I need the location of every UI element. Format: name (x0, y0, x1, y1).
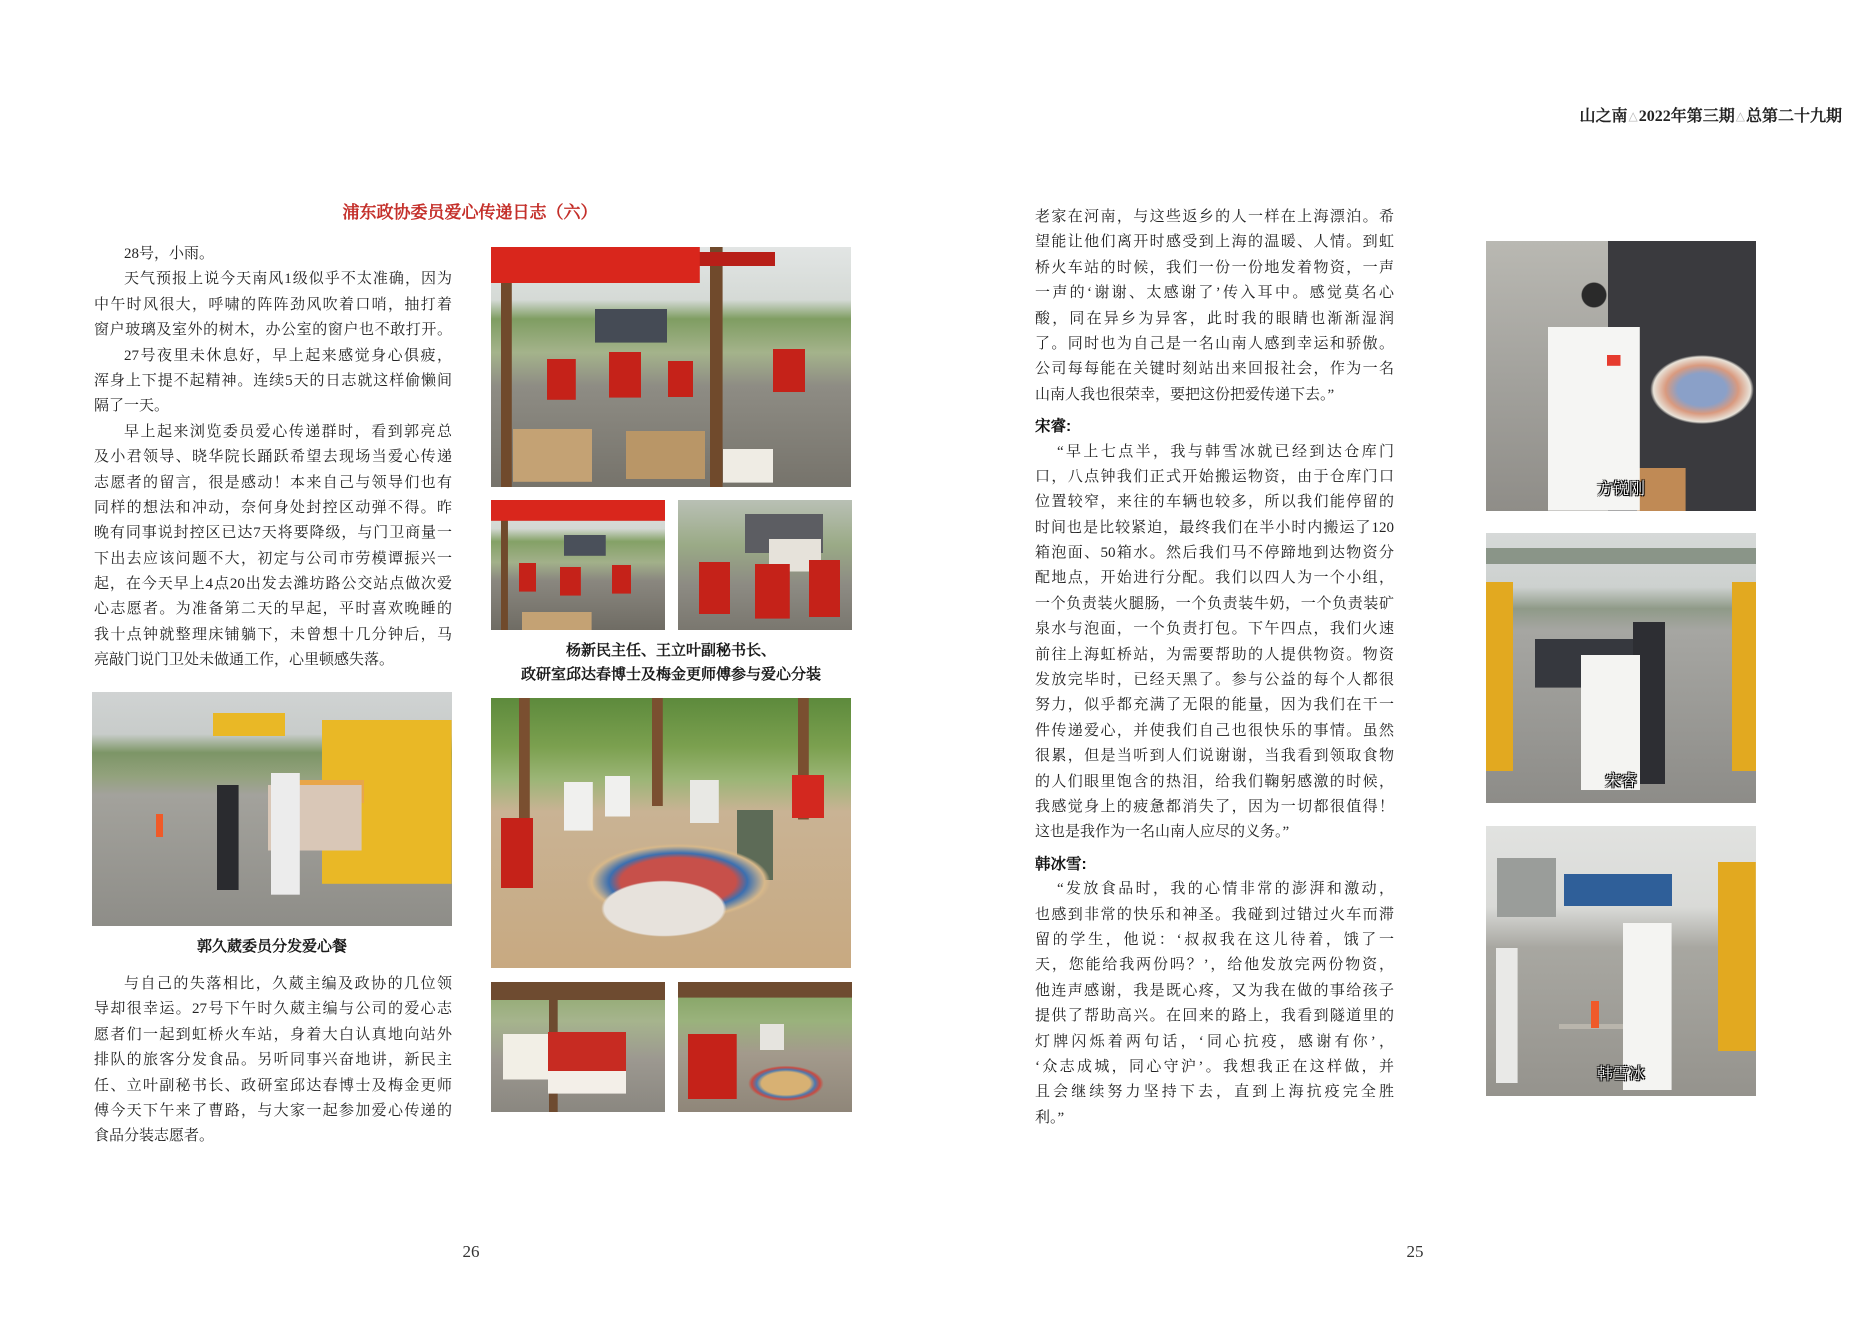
text-line: 28号，小雨。 (124, 246, 215, 262)
text-line: 导却很幸运。27号下午时久葳主编与公司的爱心志 (94, 1001, 452, 1018)
text-line: 也感到非常的快乐和神圣。我碰到过错过火车而滞 (1035, 906, 1394, 923)
total-issue-label: 总第二十九期 (1745, 108, 1842, 125)
text-line: 利。” (1035, 1109, 1065, 1126)
text-line: 公司每每能在关键时刻站出来回报社会，作为一名 (1035, 361, 1394, 378)
issue-label: 2022年第三期 (1638, 108, 1735, 125)
photo-name-label: 方锐刚 (1596, 481, 1645, 498)
text-line: ‘众志成城，同心守沪’。我想我正在这样做，并 (1035, 1058, 1394, 1075)
photo-name-label: 宋睿 (1604, 773, 1637, 790)
text-line: 同样的想法和冲动，奈何身处封控区动弹不得。昨 (94, 499, 452, 516)
text-line: 下出去应该问题不大，初定与公司市劳模谭振兴一 (94, 550, 452, 567)
text-line: 我十点钟就整理床铺躺下，未曾想十几分钟后，马 (94, 626, 452, 643)
text-line: 早上起来浏览委员爱心传递群时，看到郭亮总 (124, 423, 452, 440)
text-line: 食品分装志愿者。 (94, 1128, 215, 1145)
text-line: 位置较窄，来往的车辆也较多，所以我们能停留的 (1035, 494, 1394, 511)
text-line: 这也是我作为一名山南人应尽的义务。” (1035, 824, 1290, 841)
text-line: 亮敲门说门卫处未做通工作，心里顿感失落。 (94, 652, 395, 669)
text-line: 他连声感谢，我是既心疼，又为我在做的事给孩子 (1035, 982, 1394, 999)
caption-line: 政研室邱达春博士及梅金更师傅参与爱心分装 (520, 666, 821, 683)
text-line: 浑身上下提不起精神。连续5天的日志就这样偷懒间 (94, 372, 452, 389)
text-line: 心志愿者。为准备第二天的早起，平时喜欢晚睡的 (94, 601, 452, 618)
photo-volunteers-packing (491, 500, 665, 630)
text-line: 了。同时也为自己是一名山南人感到幸运和骄傲。 (1035, 335, 1394, 352)
left-column-text (94, 242, 452, 674)
photo-volunteers-at-van (678, 500, 852, 630)
text-line: 隔了一天。 (94, 398, 170, 415)
photo-caption: 郭久葳委员分发爱心餐 (196, 938, 347, 955)
photo-volunteer-at-van (92, 692, 452, 926)
text-line: 排队的旅客分发食品。另听同事兴奋地讲，新民主 (94, 1052, 452, 1069)
text-line: 志愿者的留言，很是感动！本来自己与领导们也有 (94, 474, 452, 491)
photo-volunteer-at-station (1486, 826, 1756, 1096)
text-line: 且会继续努力坚持下去，直到上海抗疫完全胜 (1035, 1084, 1394, 1101)
text-line: 桥火车站的时候，我们一份一份地发着物资，一声 (1035, 259, 1394, 276)
magazine-name: 山之南 (1579, 108, 1628, 125)
section-heading: 韩冰雪: (1035, 855, 1087, 873)
article-title: 浦东政协委员爱心传递日志（六） (342, 203, 598, 222)
text-line: 提供了帮助高兴。在回来的路上，我看到隧道里的 (1035, 1008, 1394, 1025)
text-line: 发放完毕时，已经天黑了。参与公益的每个人都很 (1035, 672, 1394, 689)
text-line: 山南人我也很荣幸，要把这份把爱传递下去。” (1035, 386, 1335, 403)
text-line: 任、立叶副秘书长、政研室邱达春博士及梅金更师 (94, 1077, 452, 1094)
text-line: “早上七点半，我与韩雪冰就已经到达仓库门 (1057, 443, 1394, 460)
photo-pavilion-packing (491, 698, 851, 968)
text-line: 晚有同事说封控区已达7天将要降级，与门卫商量一 (94, 525, 452, 542)
text-line: 一声的‘谢谢、太感谢了’传入耳中。感觉莫名心 (1035, 285, 1394, 302)
text-line: 一个负责装火腿肠，一个负责装牛奶，一个负责装矿 (1035, 595, 1394, 612)
section-heading: 宋睿: (1035, 418, 1072, 436)
text-line: 与自己的失落相比，久葳主编及政协的几位领 (124, 976, 452, 992)
page-number-right: 25 (1406, 1242, 1424, 1261)
text-line: 口，八点钟我们正式开始搬运物资，由于仓库门口 (1035, 468, 1394, 485)
text-line: 及小君领导、晓华院长踊跃希望去现场当爱心传递 (94, 449, 452, 466)
photo-name-label: 韩雪冰 (1596, 1066, 1645, 1083)
text-line: 我感觉身上的疲惫都消失了，因为一切都很值得！ (1035, 798, 1394, 815)
left-column-text-2 (94, 972, 452, 1150)
photo-sorting-goods (678, 982, 852, 1112)
photo-volunteer-handing-food (1486, 533, 1756, 803)
text-line: “发放食品时，我的心情非常的澎湃和激动， (1057, 881, 1394, 898)
text-line: 望能让他们离开时感受到上海的温暖、人情。到虹 (1035, 234, 1394, 251)
text-line: 起，在今天早上4点20出发去潍坊路公交站点做次爱 (94, 576, 452, 593)
text-line: 窗户玻璃及室外的树木，办公室的窗户也不敢打开。 (94, 322, 452, 339)
text-line: 中午时风很大，呼啸的阵阵劲风吹着口哨，抽打着 (94, 296, 452, 313)
text-line: 箱泡面、50箱水。然后我们马不停蹄地到达物资分 (1035, 545, 1394, 562)
photo-volunteer-car-trunk (1486, 241, 1756, 511)
text-line: 天气预报上说今天南风1级似乎不太准确，因为 (124, 271, 452, 288)
text-line: 27号夜里未休息好，早上起来感觉身心俱疲， (124, 347, 452, 364)
right-column-text (1035, 205, 1394, 1131)
caption-line: 杨新民主任、王立叶副秘书长、 (565, 642, 776, 659)
triangle-separator: △ (1628, 109, 1638, 123)
page-number-left: 26 (462, 1242, 480, 1261)
photo-caption-multiline (491, 639, 851, 687)
text-line: 天，您能给我两份吗？’，给他发放完两份物资， (1035, 957, 1394, 974)
text-line: 老家在河南，与这些返乡的人一样在上海漂泊。希 (1035, 209, 1394, 225)
text-line: 傅今天下午来了曹路，与大家一起参加爱心传递的 (94, 1102, 452, 1119)
text-line: 愿者们一起到虹桥火车站，身着大白认真地向站外 (94, 1026, 452, 1043)
running-header (1579, 104, 1842, 128)
text-line: 时间也是比较紧迫，最终我们在半小时内搬运了120 (1035, 519, 1394, 536)
text-line: 件传递爱心，并使我们自己也很快乐的事情。虽然 (1035, 722, 1394, 739)
text-line: 泉水与泡面，一个负责打包。下午四点，我们火速 (1035, 621, 1394, 638)
photo-volunteers-under-banner (491, 247, 851, 487)
text-line: 的人们眼里饱含的热泪，给我们鞠躬感激的时候， (1035, 773, 1394, 790)
text-line: 配地点，开始进行分配。我们以四人为一个小组， (1035, 570, 1394, 587)
text-line: 前往上海虹桥站，为需要帮助的人提供物资。物资 (1035, 646, 1394, 663)
text-line: 灯牌闪烁着两句话，‘同心抗疫，感谢有你’， (1035, 1033, 1394, 1050)
text-line: 很累，但是当听到人们说谢谢，当我看到领取食物 (1035, 748, 1394, 765)
text-line: 酸，同在异乡为异客，此时我的眼睛也渐渐湿润 (1035, 310, 1394, 327)
triangle-separator: △ (1735, 109, 1745, 123)
text-line: 留的学生，他说：‘叔叔我在这儿待着，饿了一 (1035, 931, 1394, 948)
text-line: 努力，似乎都充满了无限的能量，因为我们在干一 (1035, 697, 1394, 714)
photo-stacked-boxes (491, 982, 665, 1112)
